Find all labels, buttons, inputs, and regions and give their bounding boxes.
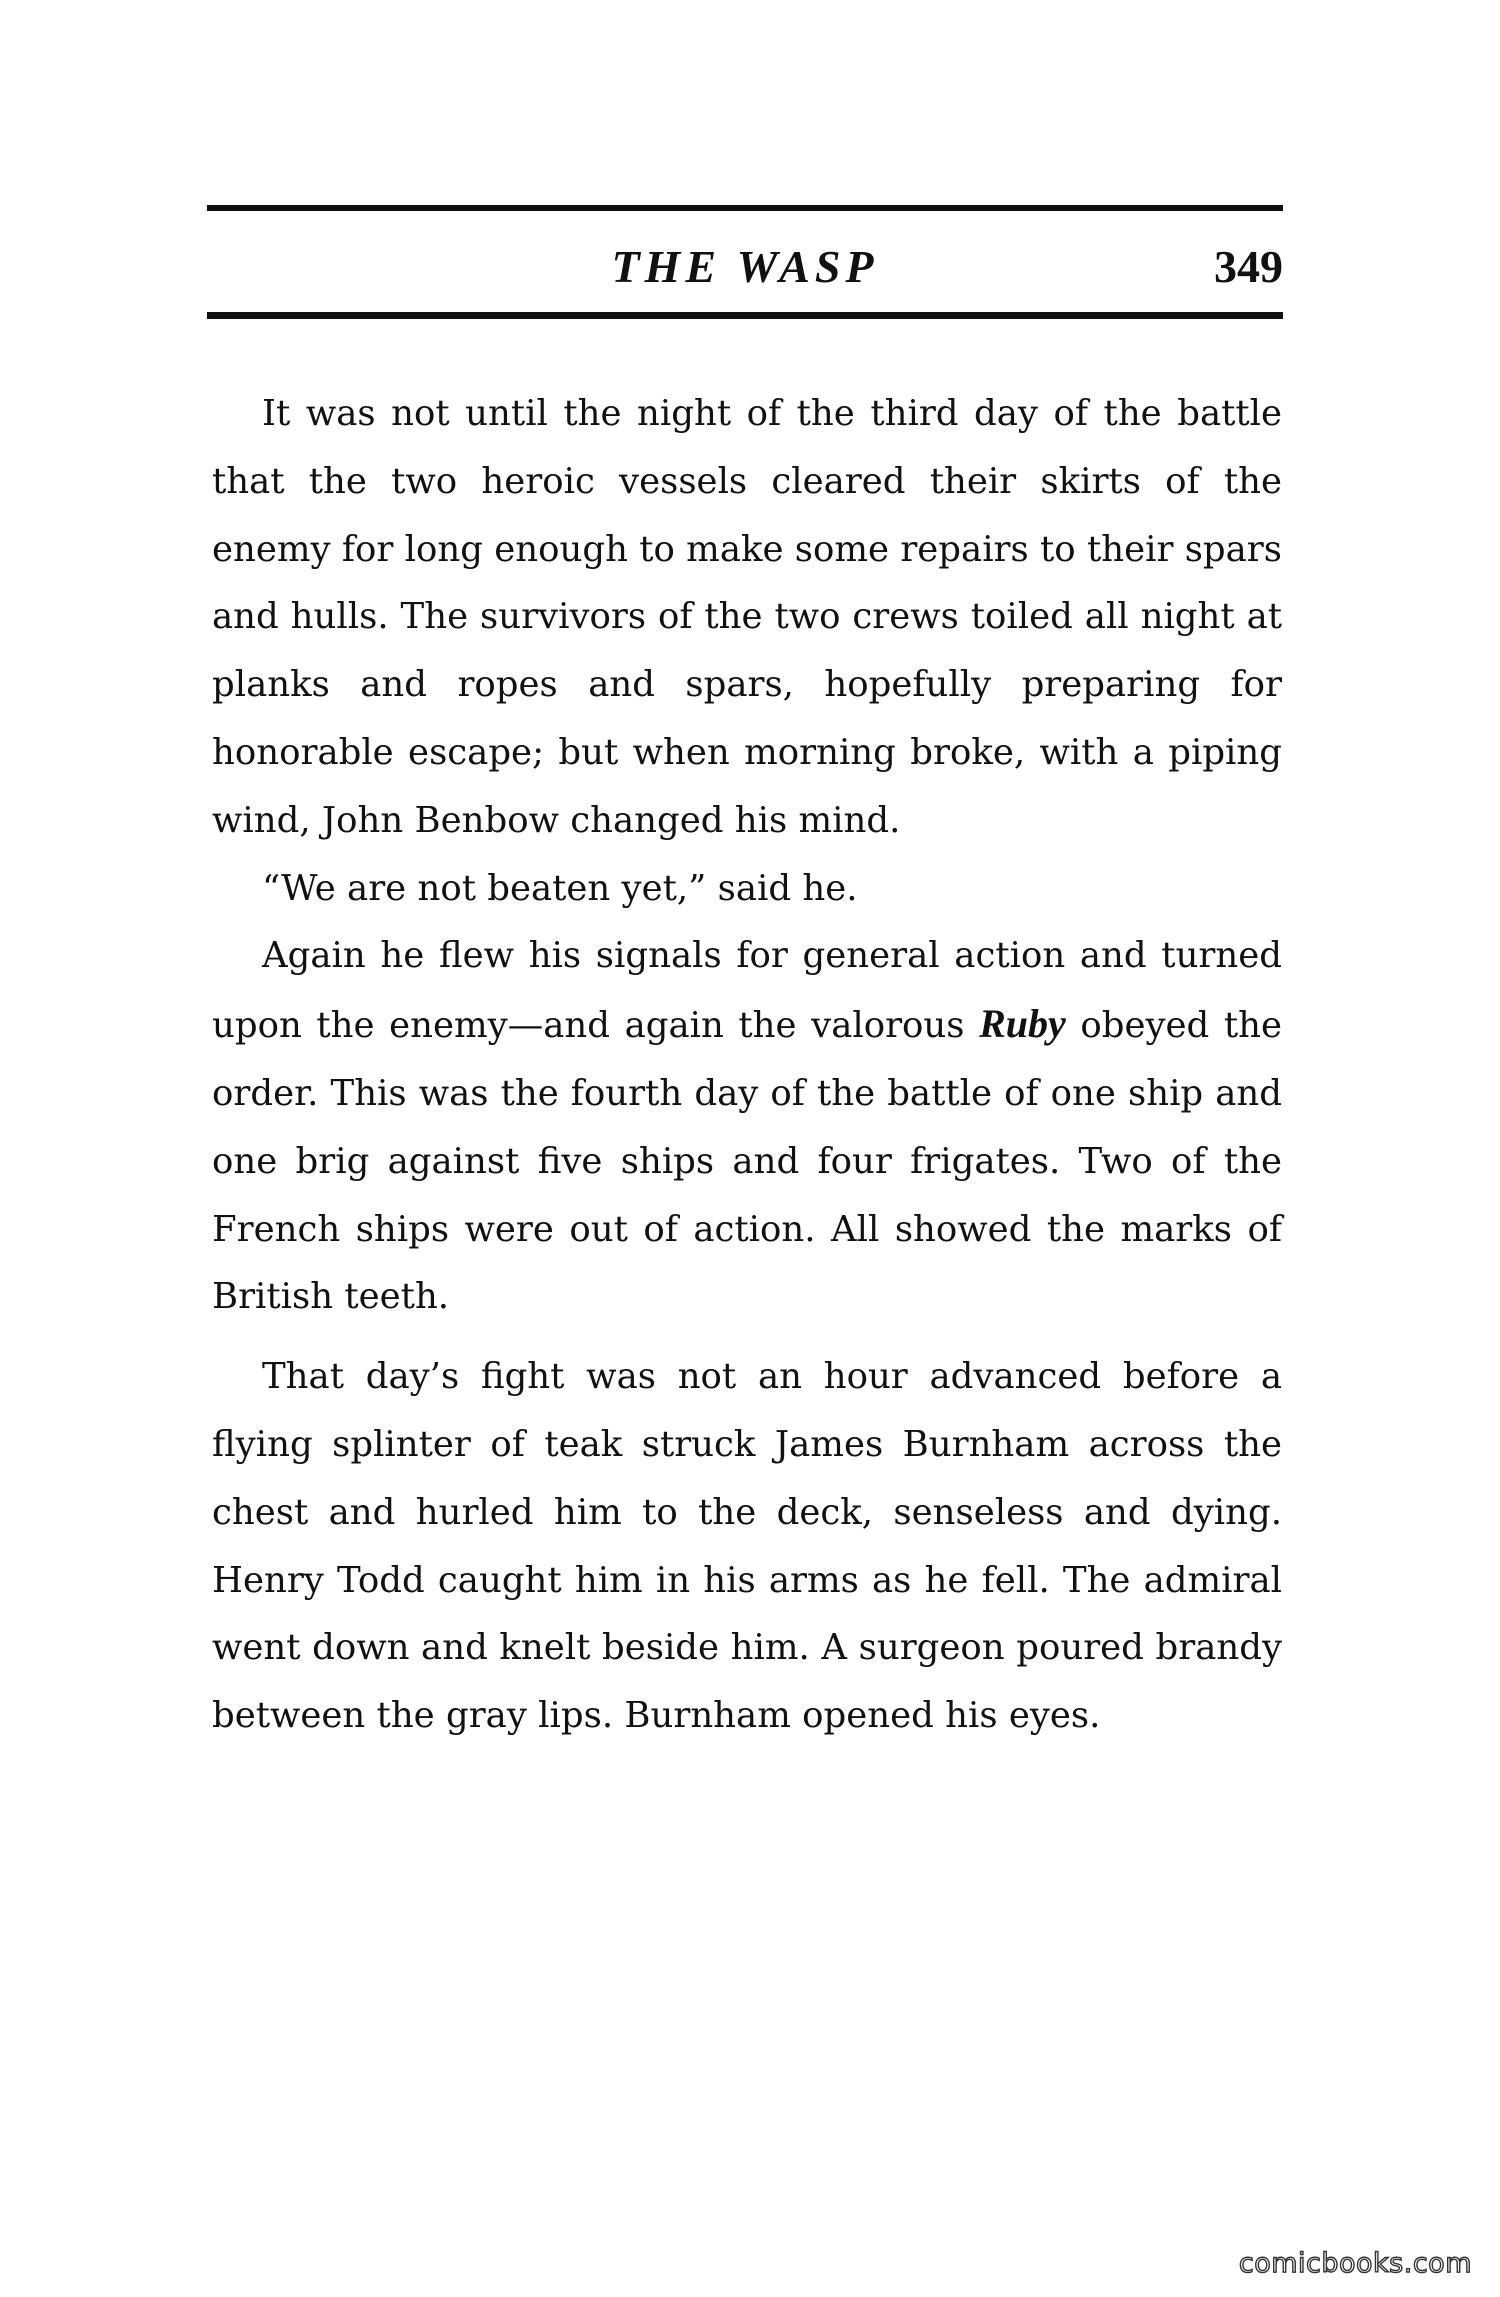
paragraph-1: It was not until the night of the third day of the battle that the two heroic vessels cleared their skirts of the enemy for long enough to make some repairs to their spars and hulls. The survivors of the two crews toiled all night at planks and ropes and spars, hopefully preparing for honorable escape; but when morning broke, with a piping wind, John Benbow changed his mind. [212,393,1282,841]
header-bottom-rule [207,312,1283,319]
header-top-rule [207,205,1283,211]
paragraph-4: That day’s fight was not an hour advanced before a flying splinter of teak struck James Burnham across the chest and hurled him to the deck, senseless and dying. Henry Todd caught him in his arms as he fell. The admiral went down and knelt beside him. A surgeon poured brandy between the gray lips. Burnham opened his eyes. [212,1356,1282,1737]
paragraph-2: “We are not beaten yet,” said he. [262,867,858,909]
watermark: comicbooks.com [1238,2248,1472,2279]
running-title: THE WASP [611,241,879,292]
page-number: 349 [1214,241,1283,292]
running-head [207,232,1283,302]
ship-name-italic: Ruby [979,1001,1066,1047]
body-text [212,380,1282,1750]
paragraph-3 [212,922,1282,1331]
paragraph-3-after: obeyed the order. This was the fourth day of the battle of one ship and one brig against five ships and four frigates. Two of the French ships were out of action. All showed the marks of British teeth. [212,1005,1282,1318]
paragraph-3-before: Again he flew his signals for general action and turned upon the enemy—and again the valorous [212,935,1282,1047]
